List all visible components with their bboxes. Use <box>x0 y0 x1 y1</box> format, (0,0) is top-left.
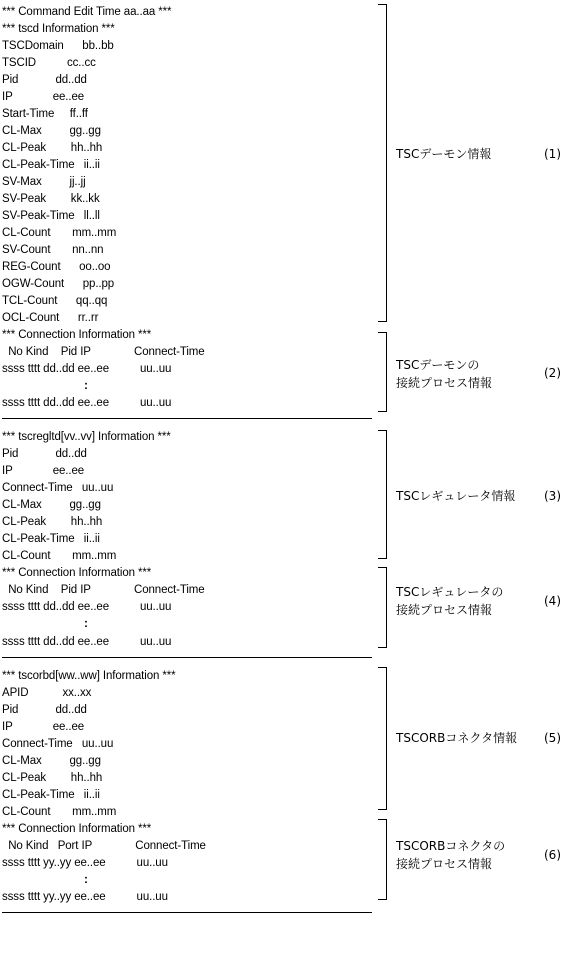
command-edit-time-line: *** Command Edit Time aa..aa *** <box>2 6 172 18</box>
ip-line: IP ee..ee <box>2 91 85 103</box>
connection-information-header: *** Connection Information *** <box>2 567 152 579</box>
apid-line: APID xx..xx <box>2 687 92 699</box>
section2-bracket <box>378 332 387 412</box>
sv-peak-line: SV-Peak kk..kk <box>2 193 100 205</box>
connection-column-headers: No Kind Pid IP Connect-Time <box>2 584 205 596</box>
section4-number: (4) <box>544 594 561 608</box>
section5-label: TSCORBコネクタ情報 <box>396 731 518 745</box>
tscregltd-information-header: *** tscregltd[vv..vv] Information *** <box>2 431 171 443</box>
section4-label-line1: TSCレギュレータの <box>396 585 504 599</box>
cl-peak-time-line: CL-Peak-Time ii..ii <box>2 159 100 171</box>
sv-peak-time-line: SV-Peak-Time ll..ll <box>2 210 100 222</box>
section4-divider <box>2 657 372 658</box>
connection-row-first: ssss tttt dd..dd ee..ee uu..uu <box>2 601 172 613</box>
reg-count-line: REG-Count oo..oo <box>2 261 111 273</box>
cl-peak-line: CL-Peak hh..hh <box>2 142 103 154</box>
pid-line: Pid dd..dd <box>2 74 87 86</box>
cl-max-line: CL-Max gg..gg <box>2 125 101 137</box>
ocl-count-line: OCL-Count rr..rr <box>2 312 99 324</box>
section6-bracket <box>378 819 387 900</box>
pid-line: Pid dd..dd <box>2 704 87 716</box>
section3-bracket <box>378 430 387 559</box>
connection-row-last: ssss tttt dd..dd ee..ee uu..uu <box>2 636 172 648</box>
cl-count-line: CL-Count mm..mm <box>2 227 117 239</box>
ip-line: IP ee..ee <box>2 465 85 477</box>
section3-label: TSCレギュレータ情報 <box>396 489 516 503</box>
cl-peak-time-line: CL-Peak-Time ii..ii <box>2 533 100 545</box>
section5-number: (5) <box>544 731 561 745</box>
section4-label-line2: 接続プロセス情報 <box>396 603 493 617</box>
section6-label-line1: TSCORBコネクタの <box>396 839 506 853</box>
tsc-domain-line: TSCDomain bb..bb <box>2 40 114 52</box>
connection-information-header: *** Connection Information *** <box>2 329 152 341</box>
tscd-information-header: *** tscd Information *** <box>2 23 115 35</box>
pid-line: Pid dd..dd <box>2 448 87 460</box>
continuation-dots: : <box>84 616 88 630</box>
ogw-count-line: OGW-Count pp..pp <box>2 278 115 290</box>
tscorbd-information-header: *** tscorbd[ww..ww] Information *** <box>2 670 176 682</box>
section2-label-line2: 接続プロセス情報 <box>396 376 493 390</box>
connection-row-first: ssss tttt dd..dd ee..ee uu..uu <box>2 363 172 375</box>
section4-bracket <box>378 567 387 648</box>
tsc-id-line: TSCID cc..cc <box>2 57 96 69</box>
connect-time-line: Connect-Time uu..uu <box>2 738 114 750</box>
sv-count-line: SV-Count nn..nn <box>2 244 104 256</box>
continuation-dots: : <box>84 872 88 886</box>
connection-row-last: ssss tttt dd..dd ee..ee uu..uu <box>2 397 172 409</box>
continuation-dots: : <box>84 378 88 392</box>
section6-number: (6) <box>544 848 561 862</box>
section1-bracket <box>378 4 387 322</box>
connection-information-header: *** Connection Information *** <box>2 823 152 835</box>
cl-count-line: CL-Count mm..mm <box>2 806 117 818</box>
tcl-count-line: TCL-Count qq..qq <box>2 295 108 307</box>
section2-divider <box>2 418 372 419</box>
connection-column-headers: No Kind Port IP Connect-Time <box>2 840 206 852</box>
sv-max-line: SV-Max jj..jj <box>2 176 86 188</box>
section1-label: TSCデーモン情報 <box>396 147 492 161</box>
section5-bracket <box>378 667 387 810</box>
cl-max-line: CL-Max gg..gg <box>2 755 101 767</box>
section2-label-line1: TSCデーモンの <box>396 358 480 372</box>
section1-number: (1) <box>544 147 561 161</box>
connect-time-line: Connect-Time uu..uu <box>2 482 114 494</box>
connection-row-last: ssss tttt yy..yy ee..ee uu..uu <box>2 891 168 903</box>
section6-label-line2: 接続プロセス情報 <box>396 857 493 871</box>
section6-divider <box>2 912 372 913</box>
section2-number: (2) <box>544 366 561 380</box>
section3-number: (3) <box>544 489 561 503</box>
cl-peak-line: CL-Peak hh..hh <box>2 772 103 784</box>
connection-column-headers: No Kind Pid IP Connect-Time <box>2 346 205 358</box>
connection-row-first: ssss tttt yy..yy ee..ee uu..uu <box>2 857 168 869</box>
cl-peak-time-line: CL-Peak-Time ii..ii <box>2 789 100 801</box>
cl-max-line: CL-Max gg..gg <box>2 499 101 511</box>
cl-count-line: CL-Count mm..mm <box>2 550 117 562</box>
start-time-line: Start-Time ff..ff <box>2 108 88 120</box>
ip-line: IP ee..ee <box>2 721 85 733</box>
cl-peak-line: CL-Peak hh..hh <box>2 516 103 528</box>
